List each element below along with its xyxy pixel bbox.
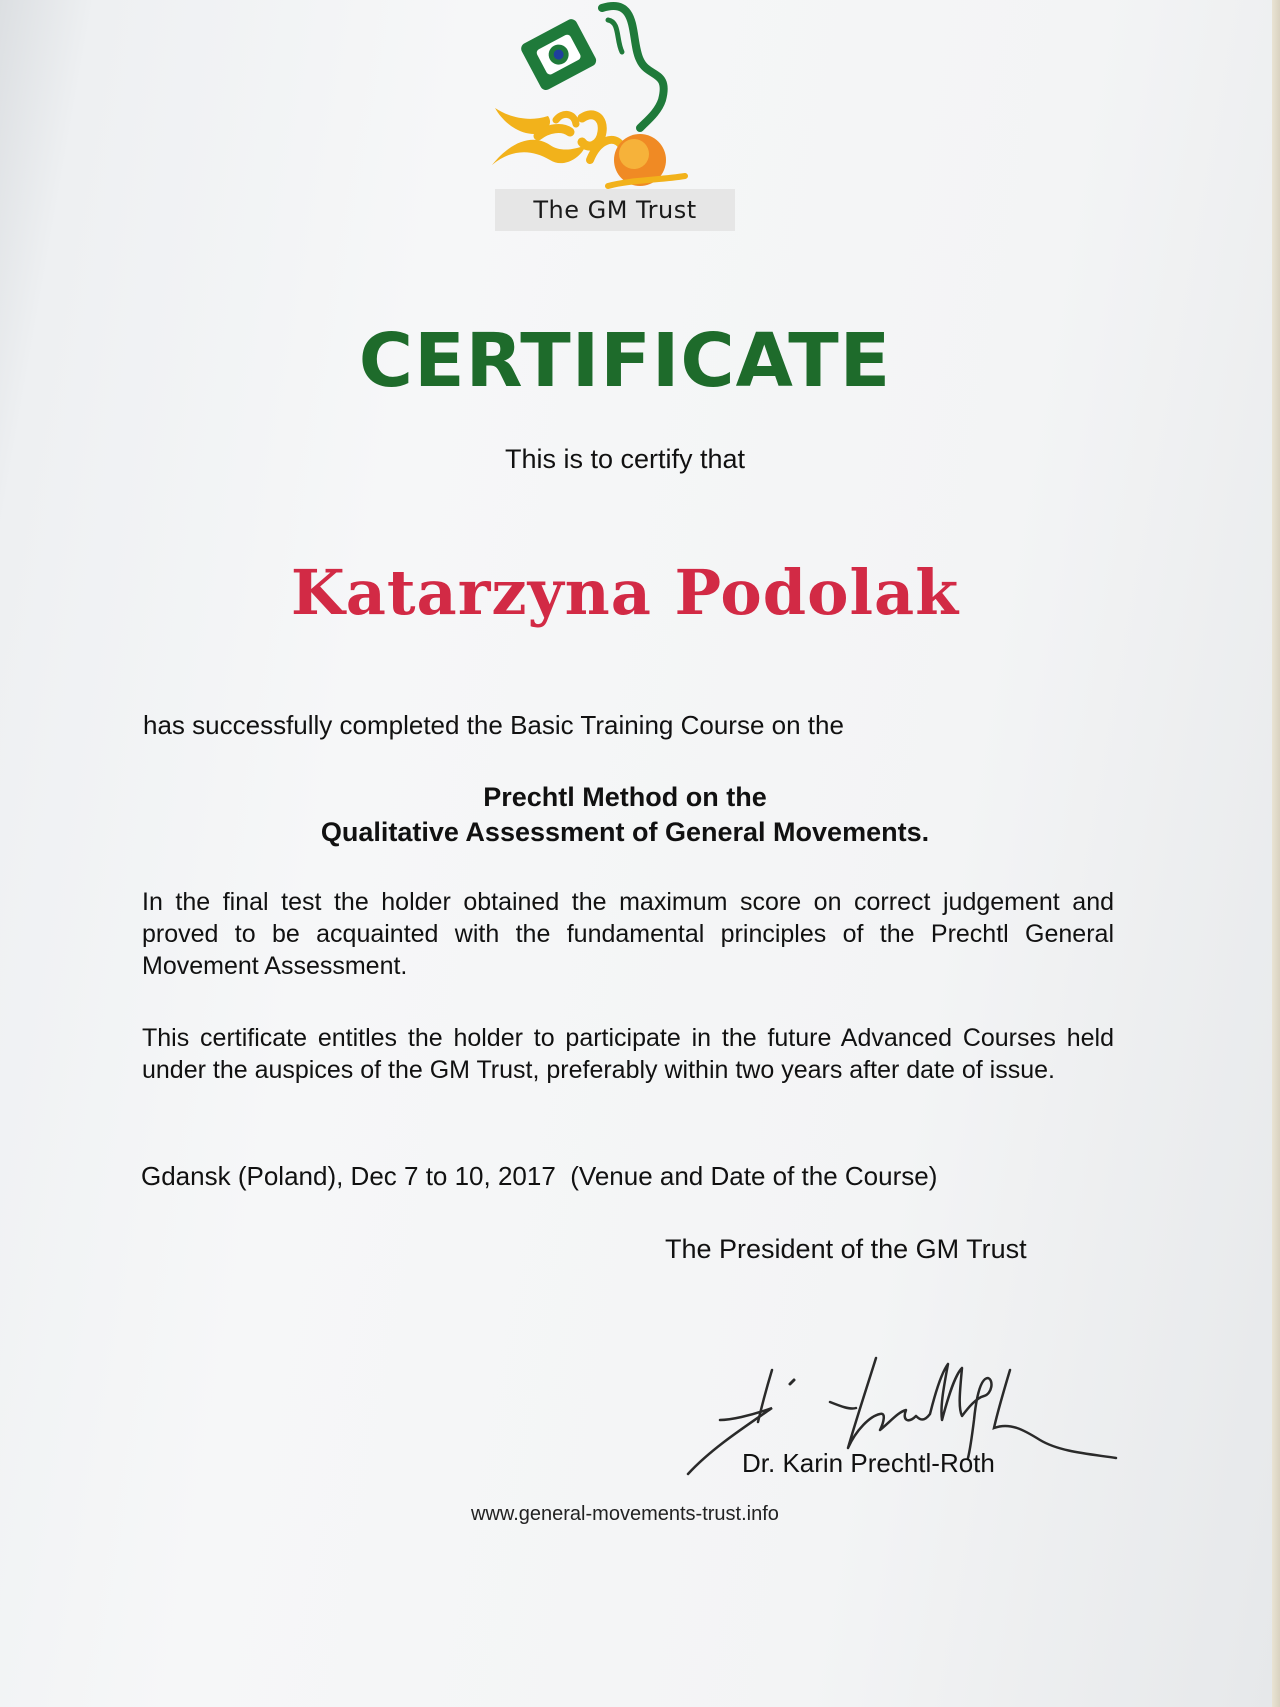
logo-org-name: The GM Trust (495, 189, 735, 231)
certify-line: This is to certify that (504, 444, 746, 474)
paragraph-entitlement: This certificate entitles the holder to participate in the future Advanced Courses held under the auspices of the GM Trust, preferably within two years after date of issue. (142, 1024, 1114, 1084)
website-url: www.general-movements-trust.info (471, 1503, 779, 1525)
venue-date-line: Gdansk (Poland), Dec 7 to 10, 2017 (Venue and Date of the Course) (141, 1161, 938, 1191)
course-title (0, 780, 1250, 850)
recipient-name: Katarzyna Podolak (290, 556, 960, 629)
course-line-1: Prechtl Method on the (483, 782, 767, 812)
paper-edge (1272, 0, 1280, 1707)
certificate-title: CERTIFICATE (358, 318, 892, 404)
paragraph-final-test: In the final test the holder obtained the maximum score on correct judgement and proved to be acquainted with the fundamental principles of the Prechtl General Movement Assessment. (142, 888, 1114, 980)
course-line-2: Qualitative Assessment of General Movements. (320, 817, 930, 847)
president-line: The President of the GM Trust (665, 1234, 1027, 1264)
completed-line: has successfully completed the Basic Training Course on the (143, 710, 844, 740)
signer-name: Dr. Karin Prechtl-Roth (742, 1448, 995, 1478)
